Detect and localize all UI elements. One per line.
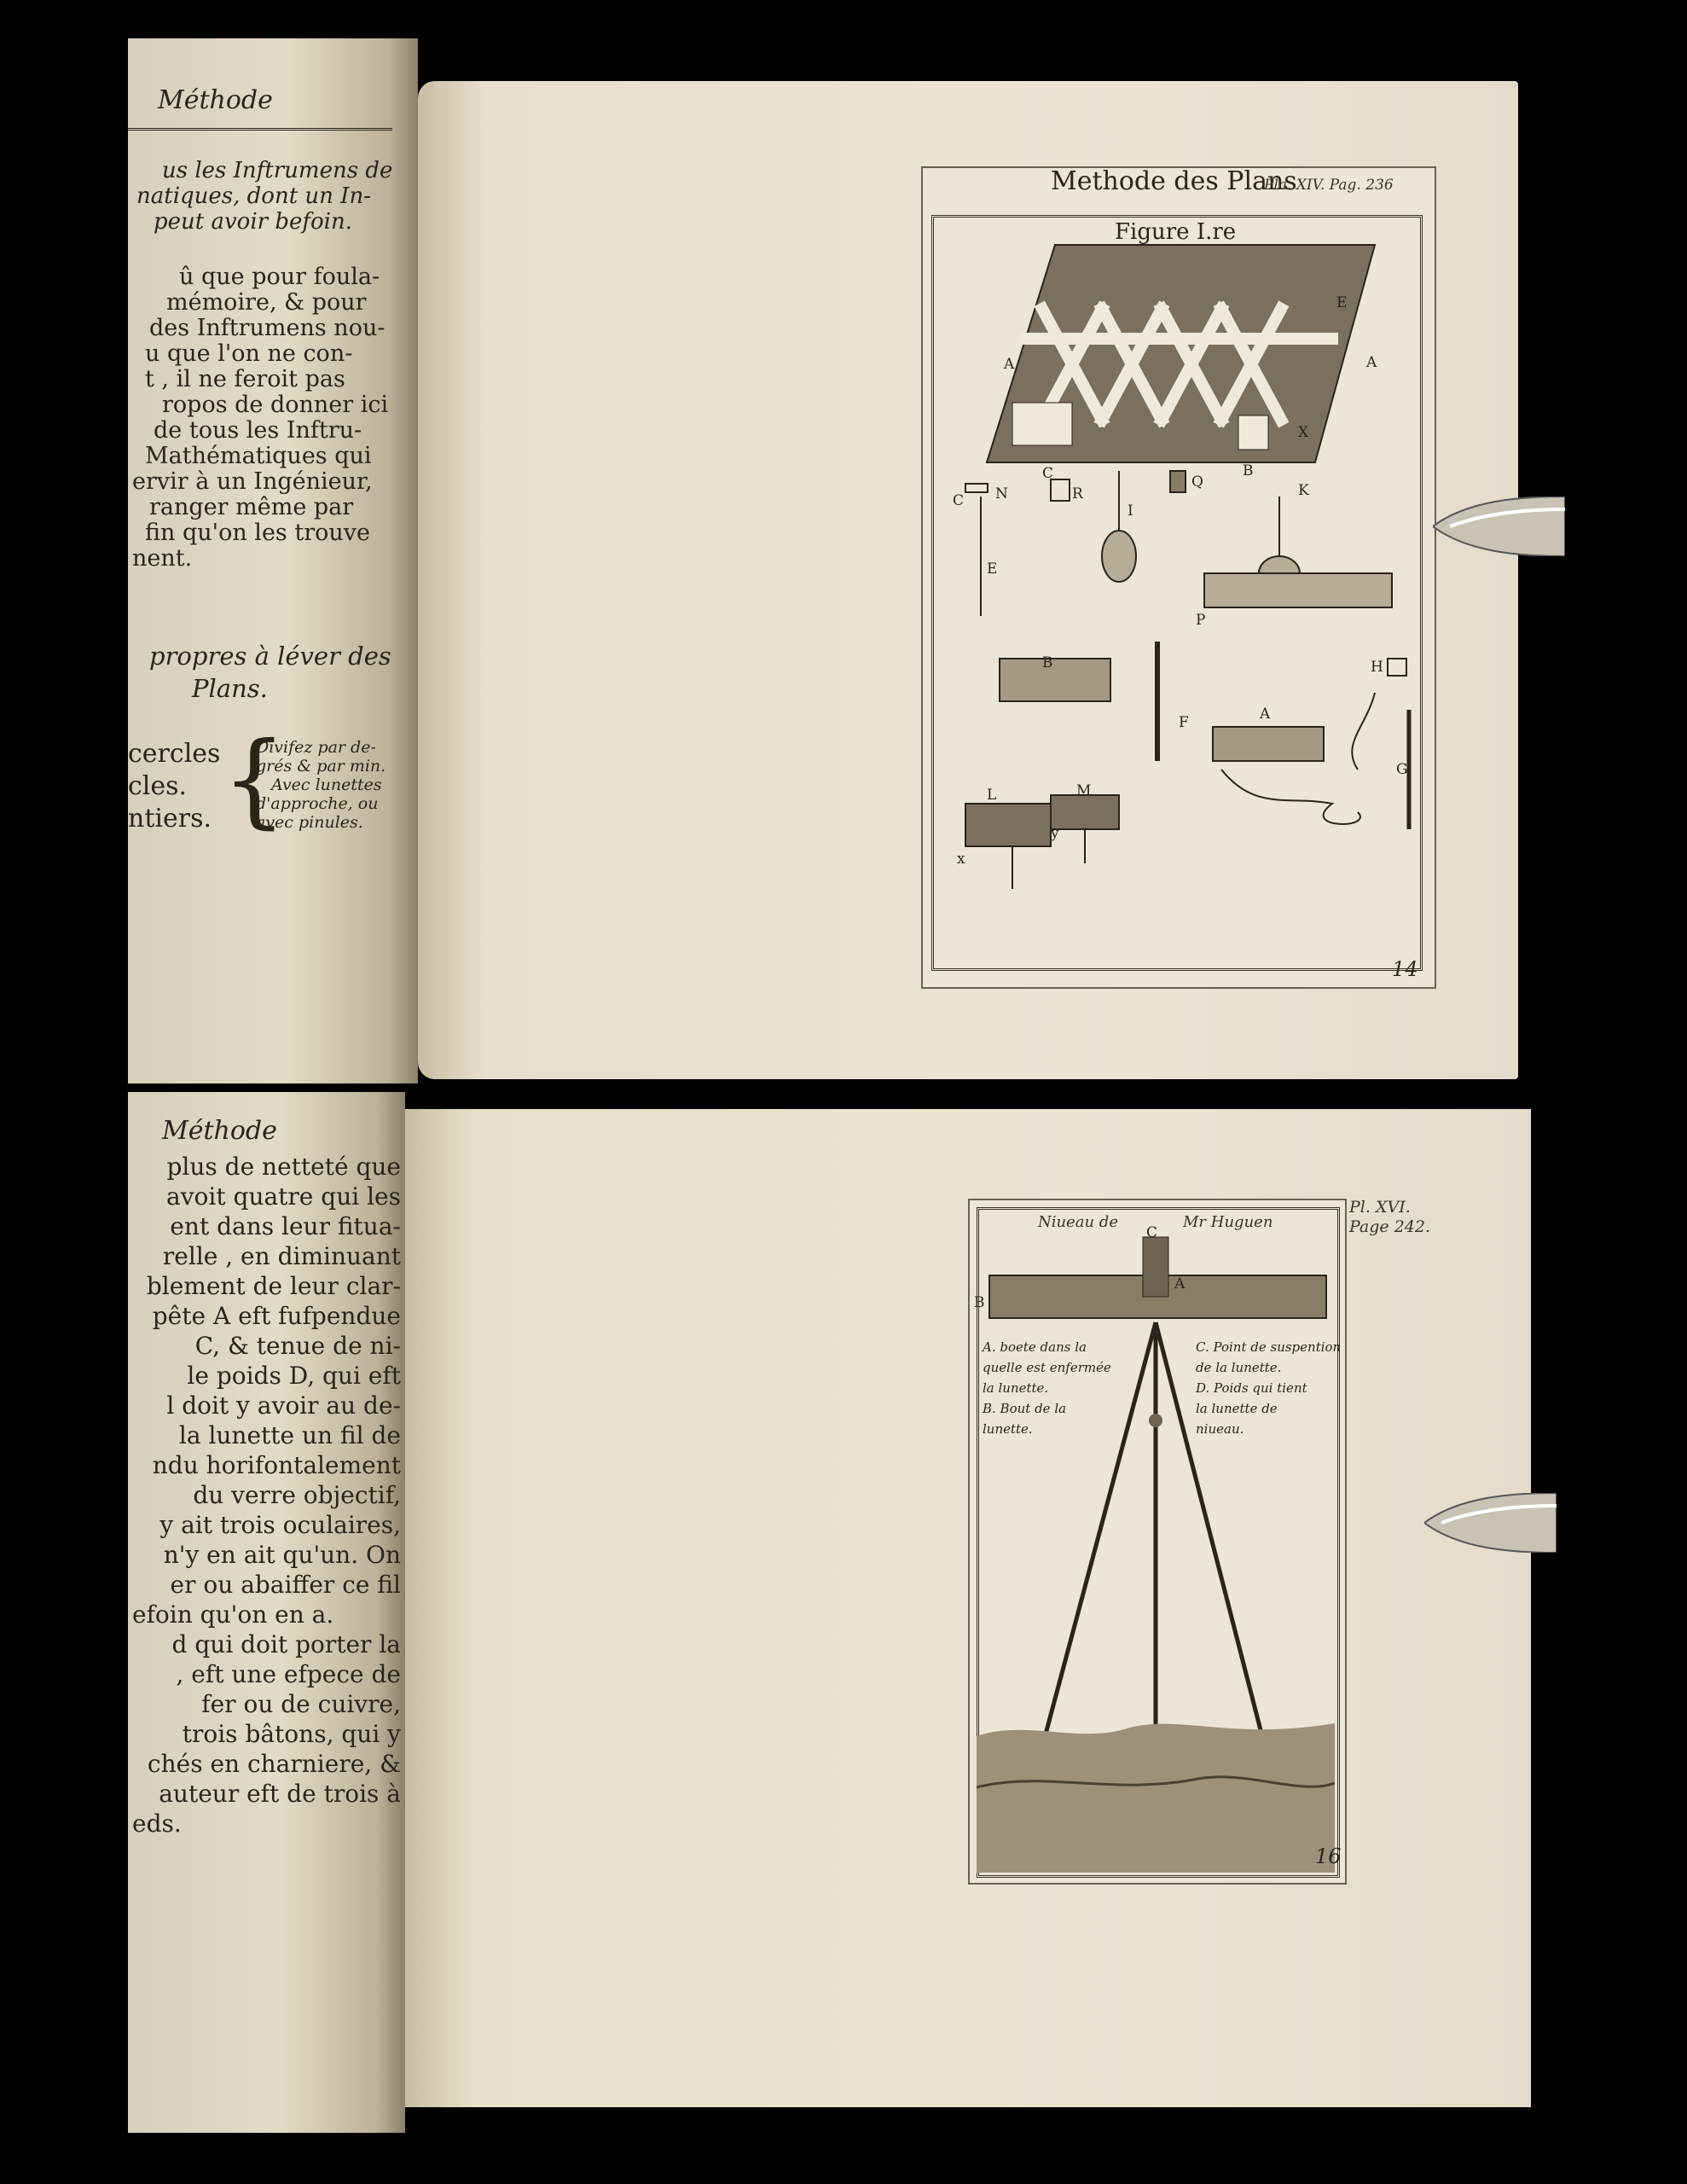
- caption-line: D. Poids qui tient: [1196, 1380, 1307, 1396]
- caption-line: de la lunette.: [1196, 1360, 1282, 1375]
- figure-label: C: [1042, 465, 1054, 482]
- text-line: ropos de donner ici: [162, 392, 389, 418]
- text-line: relle , en diminuant: [162, 1242, 401, 1270]
- text-line: y ait trois oculaires,: [159, 1511, 401, 1539]
- text-line: us les Inftrumens de: [162, 158, 393, 183]
- left-text-page: [128, 1092, 405, 2133]
- left-text-page: [128, 38, 418, 1083]
- text-line: ndu horifontalement: [152, 1451, 401, 1479]
- level-instrument-engraving: [977, 1207, 1335, 1873]
- brace-right-item: Divifez par de-: [256, 738, 376, 757]
- text-line: eds.: [132, 1809, 182, 1838]
- brace-icon: {: [222, 721, 287, 839]
- text-line: C, & tenue de ni-: [194, 1332, 401, 1360]
- engraved-plate: [921, 166, 1436, 989]
- text-line: la lunette un fil de: [178, 1421, 401, 1449]
- caption-line: la lunette.: [983, 1380, 1049, 1396]
- plate-engraving: [931, 215, 1417, 966]
- caption-left: [983, 1337, 1111, 1439]
- running-head: Méthode: [158, 85, 273, 115]
- figure-label: A: [1366, 354, 1377, 371]
- figure-label: G: [1396, 761, 1408, 778]
- figure-label: C: [953, 492, 965, 509]
- ruler-tip-icon: [1433, 497, 1565, 556]
- caption-line: B. Bout de la: [983, 1401, 1067, 1416]
- figure-label: K: [1298, 482, 1309, 499]
- section-heading: [149, 640, 391, 705]
- brace-right-item: d'approche, ou: [256, 794, 379, 813]
- plate-title-name: Mr Huguen: [1183, 1213, 1273, 1231]
- plate-title: Methode des Plans: [1051, 166, 1297, 196]
- brace-right-column: [256, 738, 386, 832]
- header-rule: [128, 128, 392, 131]
- text-line: pête A eft fufpendue: [152, 1302, 401, 1330]
- plate-title: Niueau de: [1038, 1213, 1118, 1231]
- caption-right: [1196, 1337, 1341, 1439]
- text-line: de tous les Inftru-: [154, 417, 362, 444]
- caption-line: C. Point de suspention: [1196, 1339, 1342, 1355]
- section-heading-line: Plans.: [192, 674, 268, 703]
- figure-label: B: [1042, 654, 1053, 671]
- text-line: le poids D, qui eft: [187, 1362, 401, 1390]
- figure-label: E: [987, 561, 998, 578]
- text-line: fin qu'on les trouve: [145, 520, 370, 546]
- top-spread: [128, 38, 1561, 1083]
- figure-title: Figure I.re: [1115, 219, 1237, 245]
- plate-page-reference: Page 242.: [1349, 1217, 1431, 1236]
- brace-right-item: avec pinules.: [256, 813, 363, 832]
- text-line: du verre objectif,: [193, 1481, 401, 1509]
- figure-label: B: [974, 1294, 985, 1311]
- figure-label: B: [1243, 462, 1254, 479]
- plate-reference: Pl. XVI.: [1349, 1198, 1411, 1217]
- brace-left-column: [128, 738, 220, 835]
- text-line: mémoire, & pour: [166, 289, 367, 316]
- figure-label: y: [1051, 825, 1059, 842]
- text-line: blement de leur clar-: [146, 1272, 401, 1300]
- ruler-tip-icon: [1424, 1493, 1557, 1553]
- figure-label: I: [1128, 502, 1133, 520]
- caption-line: lunette.: [983, 1421, 1033, 1437]
- text-line: plus de netteté que: [166, 1153, 401, 1181]
- figure-label: A: [1174, 1275, 1186, 1292]
- text-line: n'y en ait qu'un. On: [163, 1541, 401, 1569]
- figure-label: H: [1371, 659, 1383, 676]
- text-line: l doit y avoir au de-: [166, 1391, 401, 1420]
- figure-label: F: [1179, 714, 1189, 731]
- figure-label: x: [957, 851, 965, 868]
- text-line: ervir à un Ingénieur,: [132, 468, 373, 495]
- caption-line: quelle est enfermée: [983, 1360, 1111, 1375]
- text-line: natiques, dont un In-: [136, 183, 371, 209]
- text-line: t , il ne feroit pas: [145, 366, 345, 392]
- brace-right-item: Avec lunettes: [271, 775, 382, 794]
- text-line: fer ou de cuivre,: [201, 1690, 401, 1718]
- foldout-leaf: [405, 1109, 1531, 2107]
- figure-label: R: [1072, 485, 1083, 502]
- text-line: avoit quatre qui les: [166, 1182, 401, 1211]
- brace-left-item: cercles: [128, 739, 221, 769]
- engraved-plate: [968, 1198, 1431, 1885]
- figure-label: X: [1298, 424, 1309, 441]
- figure-label: E: [1336, 294, 1348, 311]
- text-line: nent.: [132, 545, 193, 572]
- foldout-leaf: [418, 81, 1518, 1079]
- text-line: er ou abaiffer ce fil: [170, 1571, 401, 1599]
- plate-number: 14: [1392, 957, 1418, 981]
- caption-line: A. boete dans la: [983, 1339, 1087, 1355]
- figure-label: P: [1196, 612, 1206, 629]
- caption-line: niueau.: [1196, 1421, 1244, 1437]
- text-block: [128, 264, 401, 572]
- brace-right-item: grés & par min.: [256, 757, 386, 775]
- figure-label: A: [1004, 356, 1015, 373]
- running-head: Méthode: [162, 1116, 277, 1146]
- figure-label: A: [1260, 706, 1271, 723]
- text-line: û que pour foula-: [179, 264, 380, 290]
- text-line: , eft une efpece de: [176, 1660, 401, 1688]
- text-line: trois bâtons, qui y: [182, 1720, 401, 1748]
- text-line: auteur eft de trois à: [159, 1780, 401, 1808]
- plate-reference: Pla. XIV. Pag. 236: [1264, 177, 1394, 194]
- figure-label: C: [1146, 1224, 1158, 1241]
- section-heading-line: propres à léver des: [149, 642, 391, 671]
- figure-label: M: [1076, 782, 1092, 799]
- text-line: ranger même par: [149, 494, 354, 520]
- caption-line: la lunette de: [1196, 1401, 1278, 1416]
- text-block-italic: [128, 158, 401, 235]
- text-line: chés en charniere, &: [147, 1750, 401, 1778]
- bottom-spread: [128, 1092, 1561, 2133]
- brace-left-item: ntiers.: [128, 804, 212, 834]
- brace-left-item: cles.: [128, 771, 188, 801]
- text-line: des Inftrumens nou-: [149, 315, 386, 341]
- text-line: peut avoir befoin.: [154, 209, 352, 235]
- text-line: ent dans leur fitua-: [170, 1212, 401, 1240]
- text-line: u que l'on ne con-: [145, 340, 353, 367]
- plate-number: 16: [1315, 1844, 1342, 1868]
- text-line: efoin qu'on en a.: [132, 1600, 334, 1629]
- figure-label: Q: [1191, 473, 1203, 491]
- text-line: d qui doit porter la: [171, 1630, 401, 1658]
- figure-label: N: [995, 485, 1008, 502]
- text-line: Mathématiques qui: [145, 443, 372, 469]
- figure-label: L: [987, 787, 997, 804]
- text-block: [128, 1152, 401, 1838]
